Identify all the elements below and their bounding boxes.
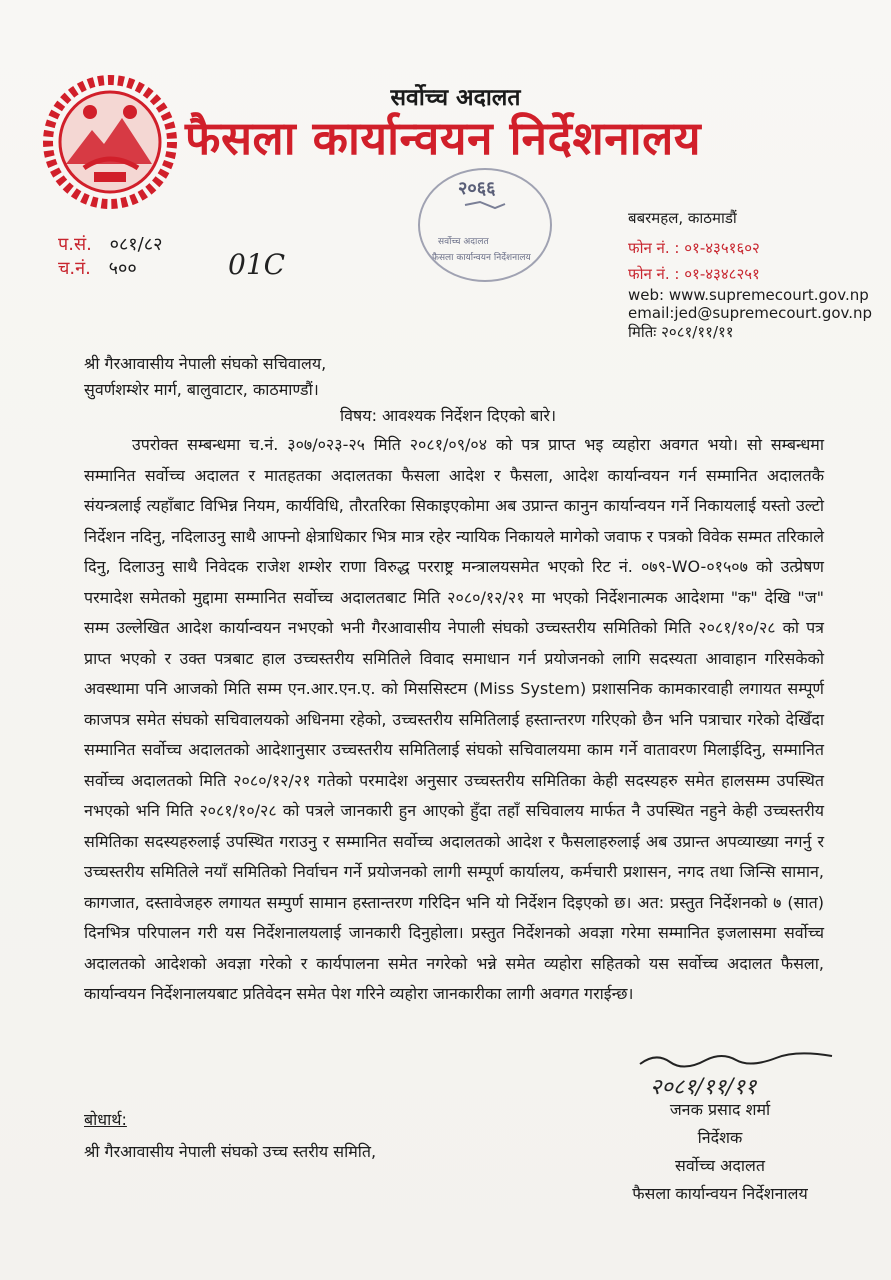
ref-ps-label: प.सं. (58, 234, 92, 255)
ref-ps-value: ०८१/८२ (109, 234, 163, 255)
stamp-line2: फैसला कार्यान्वयन निर्देशनालय (432, 253, 531, 263)
stamp-year: २०६६ (458, 178, 496, 199)
address-email: email:jed@supremecourt.gov.np (628, 304, 873, 322)
signatory-title: निर्देशक (697, 1128, 743, 1147)
stamp-line1: सर्वोच्च अदालत (438, 237, 489, 247)
recipient-line1: श्री गैरआवासीय नेपाली संघको सचिवालय, (84, 354, 327, 373)
office-stamp (410, 160, 560, 290)
signature-date: २०८१/११/११ (650, 1075, 757, 1100)
address-web: web: www.supremecourt.gov.np (628, 286, 869, 304)
ref-cn (58, 256, 137, 280)
recipient-line2: सुवर्णशम्शेर मार्ग, बालुवाटार, काठमाण्डौं। (84, 380, 319, 399)
ref-cn-value: ५०० (108, 258, 137, 279)
signatory-name: जनक प्रसाद शर्मा (669, 1100, 771, 1119)
handwritten-ref: 01C (228, 248, 286, 281)
cc-heading: बोधार्थ: (84, 1110, 127, 1129)
ref-cn-label: च.नं. (58, 258, 91, 279)
address-phone2: फोन नं. : ०१-४३४८२५१ (628, 265, 760, 283)
letter-subject: विषय: आवश्यक निर्देशन दिएको बारे। (340, 406, 557, 425)
ref-ps (58, 232, 162, 256)
signatory-org2: फैसला कार्यान्वयन निर्देशनालय (632, 1184, 808, 1203)
cc-item: श्री गैरआवासीय नेपाली संघको उच्च स्तरीय समिति, (84, 1142, 377, 1161)
court-name: सर्वोच्च अदालत (390, 85, 521, 111)
body-paragraph: उपरोक्त सम्बन्धमा च.नं. ३०७/०२३-२५ मिति २०८१/०९/०४ को पत्र प्राप्त भइ व्यहोरा अवगत भयो। सो सम्बन्धमा सम्मानित सर्वोच्च अदालत र मातहतका अदालतका फैसला आदेश र फैसला, आदेश कार्यान्वयन गर्न सम्मानित अदालतकै संयन्त्रलाई त्यहाँबाट विभिन्न नियम, कार्यविधि, तौरतरिका सिकाइएकोमा अब उप्रान्त कानुन कार्यान्वयन गर्ने निकायलाई यस्तो उल्टो निर्देशन नदिनु, नदिलाउनु साथै आफ्नो क्षेत्राधिकार भित्र मात्र रहेर न्यायिक निकायले मागेको जवाफ र पत्रको विवेक सम्मत तरिकाले दिनु, दिलाउनु साथै निवेदक राजेश शम्शेर राणा विरुद्ध परराष्ट्र मन्त्रालयसमेत भएको रिट नं. ०७९-WO-०१५०७ को उत्प्रेषण परमादेश समेतको मुद्दामा सम्मानित सर्वोच्च अदालतबाट मिति २०८०/१२/२१ मा भएको निर्देशनात्मक आदेशमा "क" देखि "ज" सम्म उल्लेखित आदेश कार्यान्वयन नभएको भनी गैरआवासीय नेपाली संघको उच्चस्तरीय समितिको मिति २०८१/१०/२८ को पत्र प्राप्त भएको र उक्त पत्रबाट हाल उच्चस्तरीय समितिले विवाद समाधान गर्न प्रयोजनको लागि सदस्यता आवाहान गरिसकेको अवस्थामा पनि आजको मिति सम्म एन.आर.एन.ए. को मिससिस्टम (Miss System) प्रशासनिक कामकारवाही लगायत सम्पूर्ण काजपत्र समेत संघको सचिवालयको अधिनमा रहेको, उच्चस्तरीय समितिलाई हस्तान्तरण गरिएको छैन भनि पत्राचार गरेको देखिँदा सम्मानित सर्वोच्च अदालतको आदेशानुसार उच्चस्तरीय समितिलाई संघको सचिवालयमा काम गर्ने वातावरण मिलाईदिनु, सम्मानित सर्वोच्च अदालतको मिति २०८०/१२/२१ गतेको परमादेश अनुसार उच्चस्तरीय समितिका केही सदस्यहरु समेत हालसम्म उपस्थित नभएको भनि मिति २०८१/१०/२८ को पत्रले जानकारी हुन आएको हुँदा तहाँ सचिवालय मार्फत नै उपस्थित नहुने केही उच्चस्तरीय समितिका सदस्यहरुलाई उपस्थित गराउनु र सम्मानित सर्वोच्च अदालतको आदेश र फैसलाहरुलाई अब उप्रान्त अपव्याख्या नगर्नु र उच्चस्तरीय समितिले नयाँ समितिको निर्वाचन गर्ने प्रयोजनको लागी सम्पूर्ण कार्यालय, कर्मचारी प्रशासन, नगद तथा जिन्सि सामान, कागजात, दस्तावेजहरु लगायत सम्पुर्ण सामान हस्तान्तरण गरिदिन भनि यो निर्देशन दिइएको छ। अत: प्रस्तुत निर्देशनको ७ (सात) दिनभित्र परिपालन गरी यस निर्देशनालयलाई जानकारी दिनुहोला। प्रस्तुत निर्देशनको अवज्ञा गरेमा सम्मानित इजलासमा सर्वोच्च अदालतको आदेशको अवज्ञा गरेको र कार्यपालना समेत नगरेको भन्ने समेत व्यहोरा सहितको यस सर्वोच्च अदालत फैसला, कार्यान्वयन निर्देशनालयबाट प्रतिवेदन समेत पेश गरिने व्यहोरा जानकारीका लागी अवगत गराईन्छ। (84, 435, 824, 1003)
address-location: बबरमहल, काठमाडौं (628, 209, 737, 227)
office-name: फैसला कार्यान्वयन निर्देशनालय (185, 111, 702, 165)
letter-body (84, 430, 824, 1010)
letter-date: मितिः २०८१/११/११ (628, 323, 734, 341)
signatory-org1: सर्वोच्च अदालत (675, 1156, 765, 1175)
address-phone1: फोन नं. : ०१-४३५१६०२ (628, 239, 760, 257)
stamp-seal-icon (410, 160, 560, 290)
